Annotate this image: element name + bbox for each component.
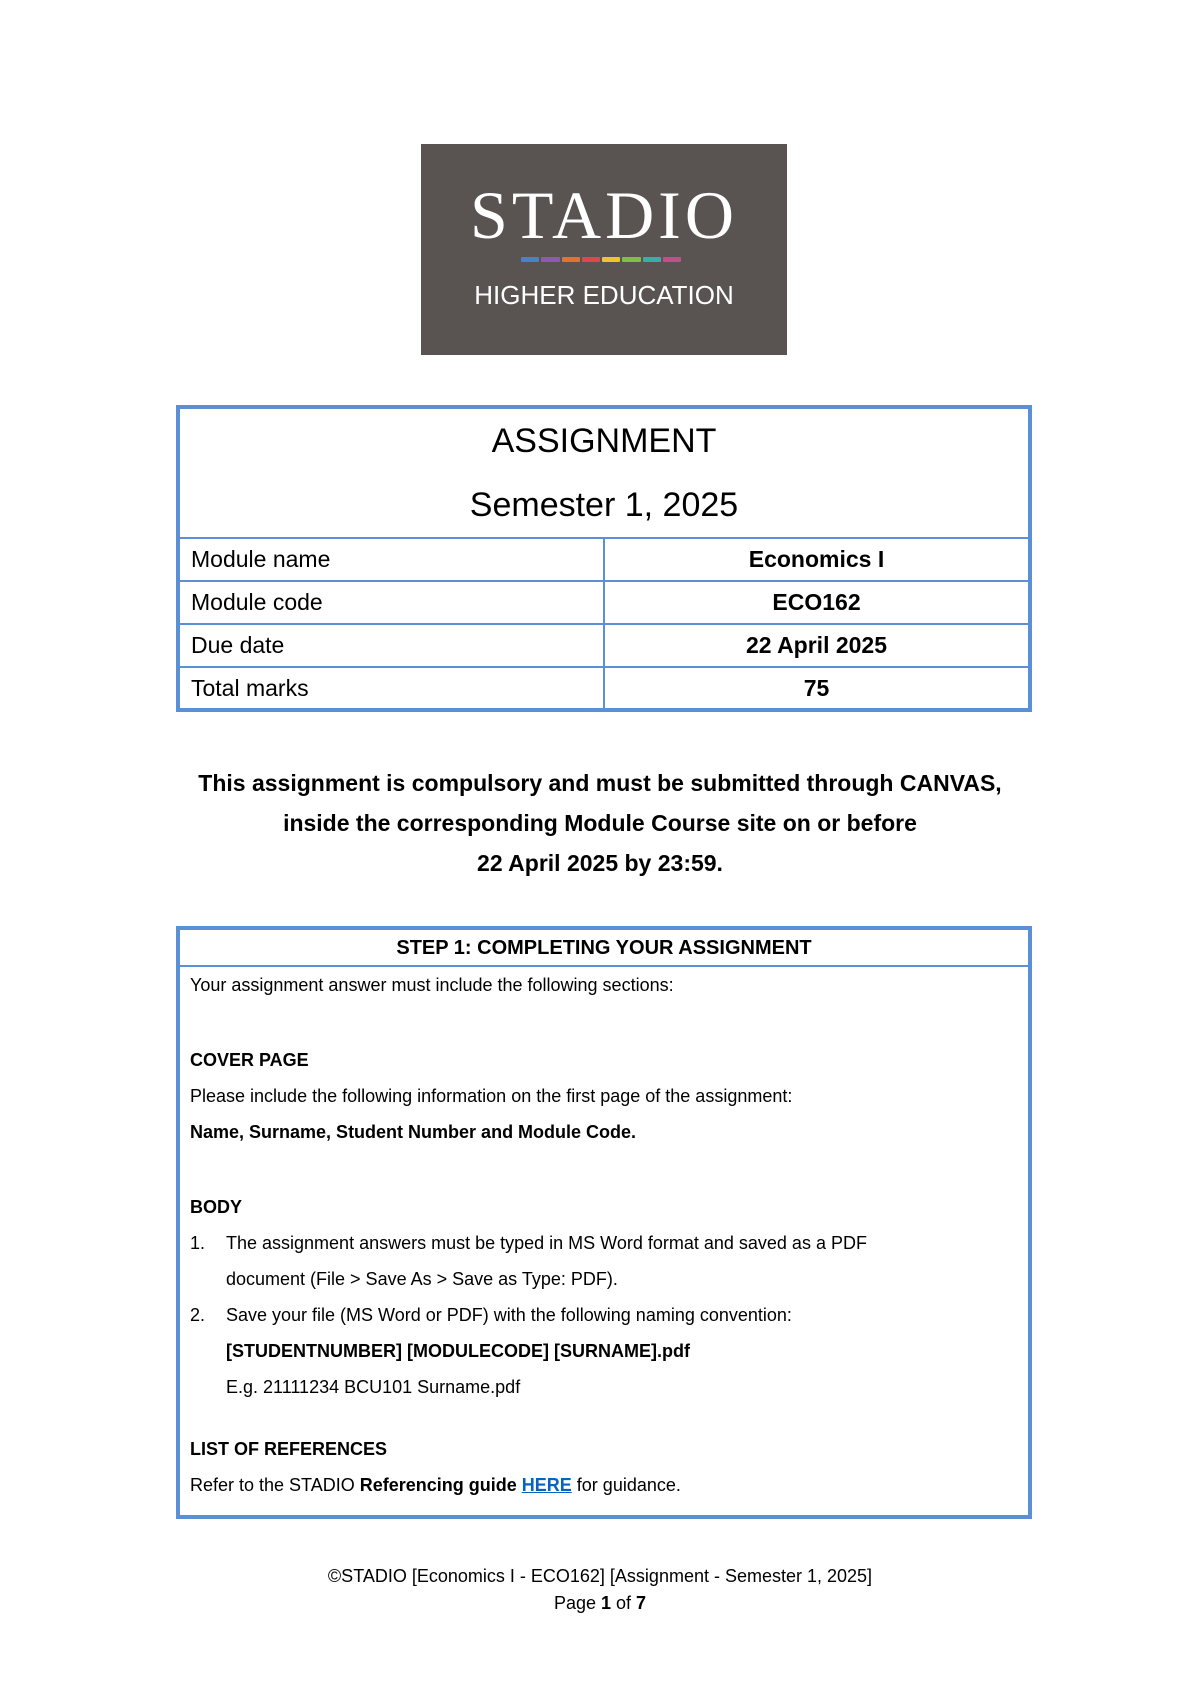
step1-intro: Your assignment answer must include the following sections: xyxy=(190,975,674,995)
stripe-segment xyxy=(562,257,580,262)
info-row xyxy=(178,624,1030,667)
info-header-row xyxy=(178,407,1030,538)
footer-copyright: ©STADIO [Economics I - ECO162] [Assignment - Semester 1, 2025] xyxy=(327,1566,873,1586)
list-item xyxy=(190,1297,1018,1333)
info-value: 75 xyxy=(604,667,1030,710)
semester-label: Semester 1, 2025 xyxy=(469,486,739,524)
referencing-guide-link[interactable]: HERE xyxy=(521,1475,572,1495)
info-value: ECO162 xyxy=(604,581,1030,624)
list-number: 2. xyxy=(190,1305,206,1325)
info-label: Module code xyxy=(178,581,604,624)
step1-body xyxy=(180,967,1028,1503)
logo-wordmark: STADIO xyxy=(470,177,738,253)
naming-example: E.g. 21111234 BCU101 Surname.pdf xyxy=(226,1377,521,1397)
info-row xyxy=(178,538,1030,581)
info-header-cell xyxy=(178,407,1030,538)
references-suffix: for guidance. xyxy=(571,1475,681,1495)
cover-page-heading: COVER PAGE xyxy=(190,1050,309,1070)
stripe-segment xyxy=(521,257,539,262)
list-text: Save your file (MS Word or PDF) with the following naming convention: xyxy=(226,1305,792,1325)
stripe-segment xyxy=(643,257,661,262)
info-row xyxy=(178,581,1030,624)
stripe-segment xyxy=(622,257,640,262)
stripe-segment xyxy=(582,257,600,262)
list-text: document (File > Save As > Save as Type: PDF). xyxy=(226,1269,618,1289)
step1-box xyxy=(176,926,1032,1519)
page-current: 1 xyxy=(601,1593,612,1613)
list-text: The assignment answers must be typed in MS Word format and saved as a PDF xyxy=(226,1233,867,1253)
body-heading: BODY xyxy=(190,1197,243,1217)
references-prefix: Refer to the STADIO xyxy=(190,1475,360,1495)
page-number xyxy=(120,1590,1080,1617)
stripe-segment xyxy=(602,257,620,262)
stadio-logo xyxy=(421,144,787,355)
stripe-segment xyxy=(541,257,559,262)
list-item xyxy=(190,1225,1018,1261)
cover-page-required-fields: Name, Surname, Student Number and Module Code. xyxy=(190,1122,637,1142)
notice-line: This assignment is compulsory and must be submitted through CANVAS, xyxy=(198,770,1002,796)
notice-line: 22 April 2025 by 23:59. xyxy=(477,850,723,876)
referencing-guide-label: Referencing guide xyxy=(359,1475,517,1495)
submission-notice xyxy=(120,763,1080,883)
cover-page-text: Please include the following information on the first page of the assignment: xyxy=(190,1086,793,1106)
info-value: Economics I xyxy=(604,538,1030,581)
references-heading: LIST OF REFERENCES xyxy=(190,1439,388,1459)
page-prefix: Page xyxy=(553,1593,601,1613)
logo-color-stripe xyxy=(521,257,683,262)
page-total: 7 xyxy=(636,1593,647,1613)
references-text xyxy=(190,1467,1018,1503)
assignment-info-table xyxy=(176,405,1032,712)
info-label: Module name xyxy=(178,538,604,581)
notice-line: inside the corresponding Module Course site on or before xyxy=(283,810,917,836)
page-footer xyxy=(120,1563,1080,1617)
page-of: of xyxy=(611,1593,637,1613)
list-number: 1. xyxy=(190,1233,206,1253)
logo-subtitle: HIGHER EDUCATION xyxy=(474,280,734,310)
step1-title: STEP 1: COMPLETING YOUR ASSIGNMENT xyxy=(180,930,1028,967)
info-label: Total marks xyxy=(178,667,604,710)
info-value: 22 April 2025 xyxy=(604,624,1030,667)
naming-convention: [STUDENTNUMBER] [MODULECODE] [SURNAME].pdf xyxy=(226,1341,690,1361)
document-title: ASSIGNMENT xyxy=(491,422,717,460)
stripe-segment xyxy=(663,257,681,262)
info-row xyxy=(178,667,1030,710)
info-label: Due date xyxy=(178,624,604,667)
